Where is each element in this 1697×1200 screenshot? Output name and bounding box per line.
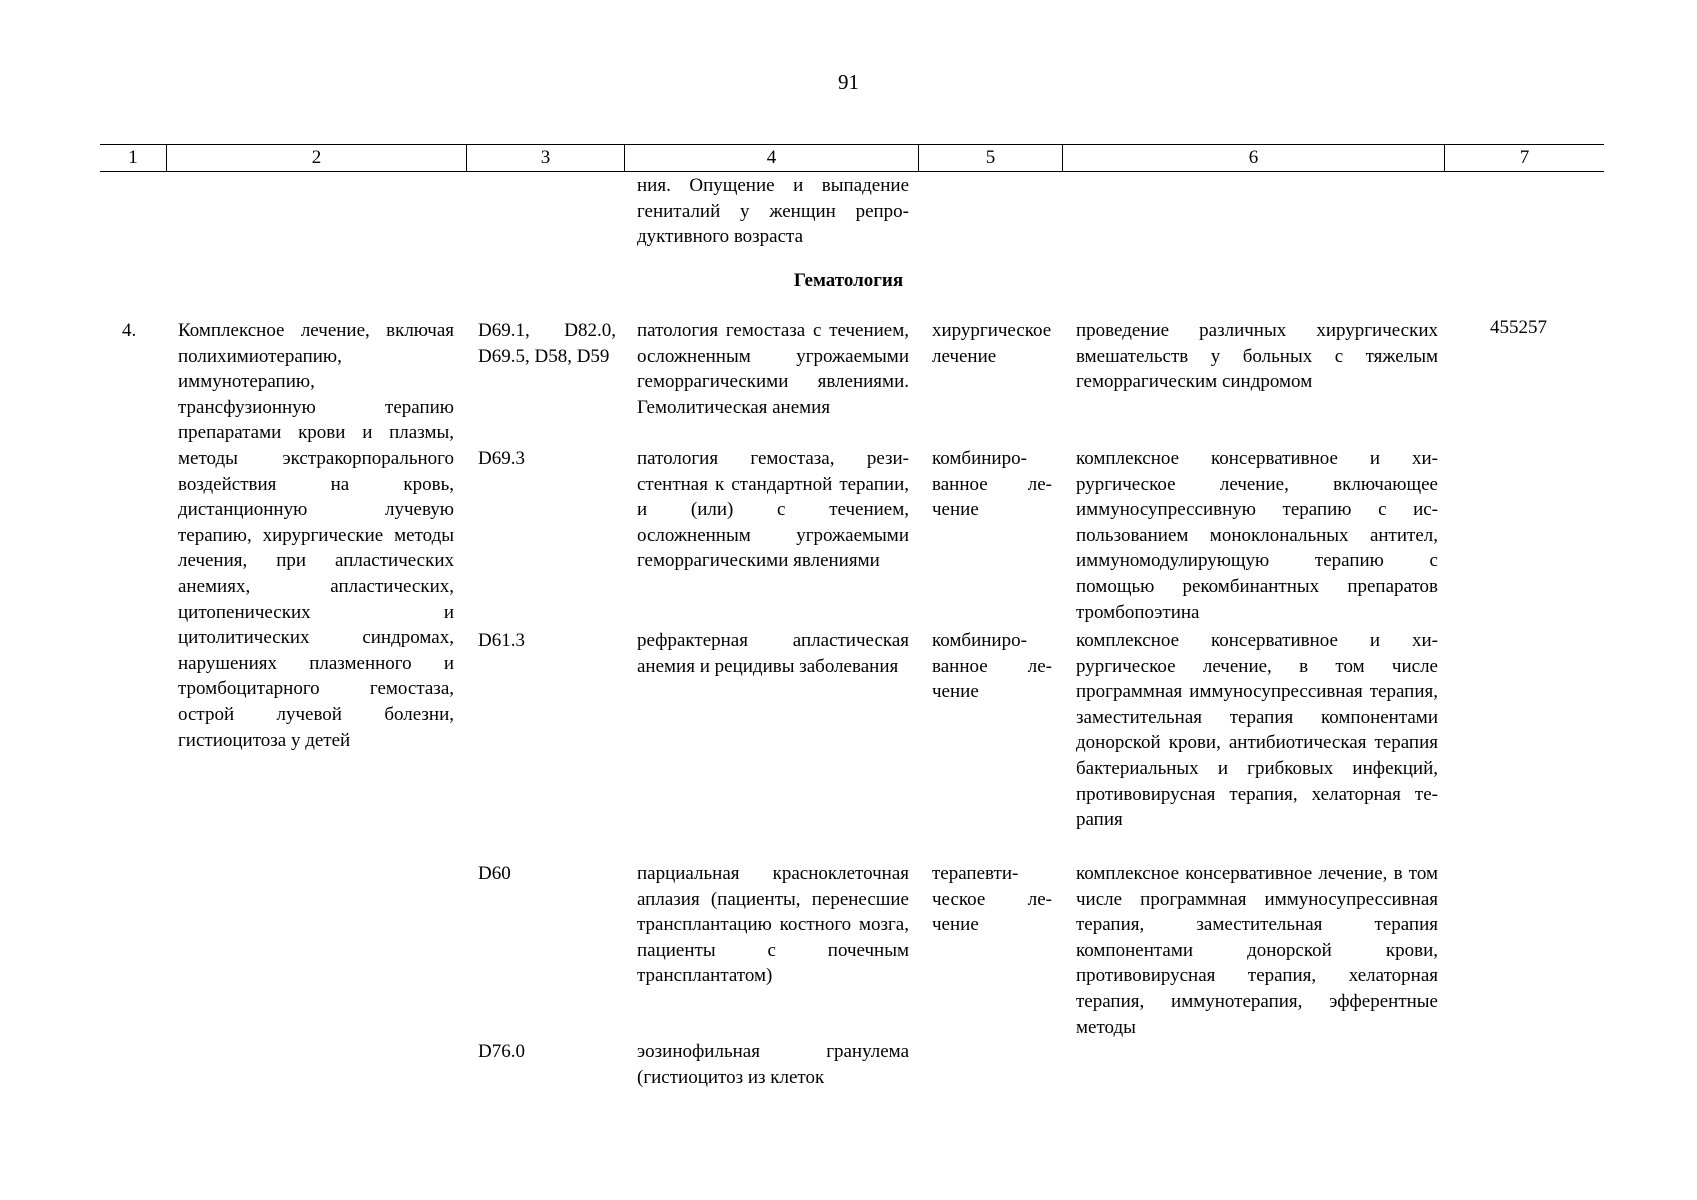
row-3-method: комплексное консервативное и хирургическое лечение, в том числе программная иммуносупрессивная терапия, заместительная терапия компонентами донорской крови, антибиотическая терапия бактериальных и грибковых инфекций, противовирусная терапия, хелаторная терапия xyxy=(1076,630,1438,831)
row-3-treatment-type: комбинированное лечение xyxy=(932,630,1052,703)
header-col-2: 2 xyxy=(166,145,466,171)
table-header-row xyxy=(100,144,1604,172)
header-col-1: 1 xyxy=(128,147,138,168)
row-4-method: комплексное консервативное лечение, в том числе программная иммуносупрессивная терапия, заместительная терапия компонентами донорской крови, противовирусная терапия, хелаторная терапия, иммунотерапия, эфферентные методы xyxy=(1076,863,1438,1038)
row-2-model: патология гемостаза, резистентная к стандартной терапии, и (или) с течением, осложненным угрожаемыми геморрагическими явлениями xyxy=(637,448,909,572)
header-col-5: 5 xyxy=(918,145,1062,171)
item-name: Комплексное лечение, включая полихимиотерапию, иммунотерапию, трансфузионную терапию препаратами крови и плазмы, методы экстракорпорального воздействия на кровь, дистанционную лучевую терапию, хирургические методы лечения, при апластических анемиях, апластических, цитопенических и цитолитических синдромах, нарушениях плазменного и тромбоцитарного гемостаза, острой лучевой болезни, гистиоцитоза у детей xyxy=(178,320,454,751)
item-cost: 455257 xyxy=(1490,317,1547,338)
row-1-model: патология гемостаза с течением, осложненным угрожаемыми геморрагическими явлениями. Гемолитическая анемия xyxy=(637,320,909,418)
row-3-model: рефрактерная апластическая анемия и рецидивы заболевания xyxy=(637,630,909,677)
header-col-7: 7 xyxy=(1444,145,1604,171)
row-1-codes: D69.1, D82.0, D69.5, D58, D59 xyxy=(478,320,616,367)
row-1-method: проведение различных хирургических вмешательств у больных с тяжелым геморрагическим синдромом xyxy=(1076,320,1438,393)
row-2-treatment-type: комбинированное лечение xyxy=(932,448,1052,521)
row-1-treatment-type: хирургическое лечение xyxy=(932,320,1052,367)
header-col-6: 6 xyxy=(1062,145,1444,171)
row-2-method: комплексное консервативное и хирургическое лечение, включающее иммуносупрессивную терапию с использованием моноклональных антител, иммуномодулирующую терапию с помощью рекомбинантных препаратов тромбопоэтина xyxy=(1076,448,1438,623)
page-number: 91 xyxy=(838,70,859,94)
row-5-model: эозинофильная гранулема (гистиоцитоз из клеток xyxy=(637,1041,909,1088)
header-col-4: 4 xyxy=(624,145,918,171)
row-4-codes: D60 xyxy=(478,863,511,884)
row-3-codes: D61.3 xyxy=(478,630,525,651)
row-4-model: парциальная красноклеточная аплазия (пациенты, перенесшие трансплантацию костного мозга, пациенты с почечным трансплантатом) xyxy=(637,863,909,987)
row-4-treatment-type: терапевтическое лечение xyxy=(932,863,1052,936)
row-2-codes: D69.3 xyxy=(478,448,525,469)
header-col-3: 3 xyxy=(466,145,624,171)
continued-model-text: ния. Опущение и выпадение гениталий у женщин репродуктивного возраста xyxy=(637,175,909,248)
row-5-codes: D76.0 xyxy=(478,1041,525,1062)
section-title: Гематология xyxy=(793,270,904,291)
item-number: 4. xyxy=(122,320,137,341)
